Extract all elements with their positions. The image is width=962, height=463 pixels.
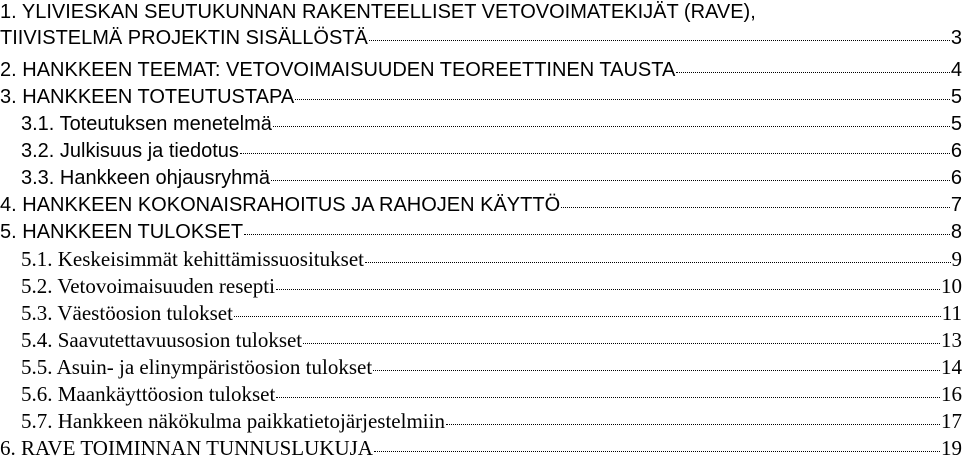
toc-entry-3-3[interactable] <box>21 165 962 191</box>
toc-entry-5-7[interactable] <box>21 408 962 434</box>
toc-entry-number: 5.5. <box>21 355 53 379</box>
toc-entry-title: HANKKEEN TOTEUTUSTAPA <box>22 86 295 108</box>
toc-entry-number: 5.4. <box>21 328 53 352</box>
dot-leader <box>374 451 940 452</box>
dot-leader <box>234 316 941 317</box>
toc-page-number: 7 <box>950 194 962 216</box>
toc-entry-title: Julkisuus ja tiedotus <box>59 140 239 162</box>
toc-page-number: 13 <box>941 328 962 352</box>
toc-entry-5-1[interactable] <box>21 246 962 272</box>
toc-entry-title: Asuin- ja elinympäristöosion tulokset <box>56 355 373 379</box>
toc-entry-5-6[interactable] <box>21 381 962 407</box>
dot-leader <box>244 234 950 235</box>
dot-leader <box>303 343 940 344</box>
toc-entry-2[interactable] <box>0 57 962 83</box>
dot-leader <box>561 207 950 208</box>
dot-leader <box>240 153 950 154</box>
toc-entry-title: Toteutuksen menetelmä <box>59 113 272 135</box>
toc-entry-title-continued: TIIVISTELMÄ PROJEKTIN SISÄLLÖSTÄ <box>0 27 368 49</box>
dot-leader <box>276 289 940 290</box>
toc-entry-title: Saavutettavuusosion tulokset <box>57 328 303 352</box>
toc-entry-4[interactable] <box>0 192 962 218</box>
toc-page-number: 5 <box>950 86 962 108</box>
dot-leader <box>276 397 940 398</box>
toc-page-number: 16 <box>941 382 962 406</box>
dot-leader <box>295 99 950 100</box>
toc-entry-5-4[interactable] <box>21 327 962 353</box>
toc-page-number: 8 <box>950 221 962 243</box>
toc-entry-title: HANKKEEN TULOKSET <box>22 221 244 243</box>
toc-page-number: 6 <box>950 167 962 189</box>
toc-page-number: 19 <box>941 436 962 460</box>
toc-entry-5-5[interactable] <box>21 354 962 380</box>
toc-page-number: 6 <box>950 140 962 162</box>
toc-entry-5-2[interactable] <box>21 273 962 299</box>
toc-page-number: 14 <box>941 355 962 379</box>
toc-entry-number: 3.3. <box>21 167 55 189</box>
dot-leader <box>446 424 940 425</box>
toc-page-number: 9 <box>951 247 962 271</box>
toc-entry-5-3[interactable] <box>21 300 962 326</box>
toc-entry-title: Maankäyttöosion tulokset <box>57 382 276 406</box>
toc-entry-number: 5.6. <box>21 382 53 406</box>
toc-entry-title: RAVE TOIMINNAN TUNNUSLUKUJA <box>21 436 373 460</box>
toc-entry-title: HANKKEEN KOKONAISRAHOITUS JA RAHOJEN KÄYTTÖ <box>22 194 561 216</box>
toc-page-number: 5 <box>950 113 962 135</box>
toc-entry-title: Vetovoimaisuuden resepti <box>57 274 275 298</box>
toc-entry-number: 3. <box>0 86 17 108</box>
toc-entry-title: HANKKEEN TEEMAT: VETOVOIMAISUUDEN TEOREETTINEN TAUSTA <box>22 59 676 81</box>
toc-page-number: 10 <box>941 274 962 298</box>
toc-page-number: 4 <box>950 59 962 81</box>
toc-entry-title: Hankkeen ohjausryhmä <box>59 167 271 189</box>
dot-leader <box>676 72 950 73</box>
toc-entry-number: 4. <box>0 194 17 216</box>
toc-entry-title: Keskeisimmät kehittämissuositukset <box>57 247 364 271</box>
toc-entry-6[interactable] <box>0 435 962 461</box>
toc-entry-number: 1. <box>0 1 17 23</box>
toc-entry-number: 3.2. <box>21 140 55 162</box>
toc-entry-3-1[interactable] <box>21 111 962 137</box>
toc-entry-number: 5.3. <box>21 301 53 325</box>
dot-leader <box>369 40 950 41</box>
toc-entry-number: 5.1. <box>21 247 53 271</box>
toc-entry-number: 5. <box>0 221 17 243</box>
toc-page-number: 17 <box>941 409 962 433</box>
toc-entry-number: 6. <box>0 436 16 460</box>
toc-page-number: 11 <box>941 301 962 325</box>
toc-entry-title: Hankkeen näkökulma paikkatietojärjestelmiin <box>57 409 445 433</box>
toc-entry-3[interactable] <box>0 84 962 110</box>
dot-leader <box>373 370 940 371</box>
dot-leader <box>273 126 950 127</box>
toc-entry-title: YLIVIESKAN SEUTUKUNNAN RAKENTEELLISET VETOVOIMATEKIJÄT (RAVE), <box>21 1 756 23</box>
toc-entry-number: 3.1. <box>21 113 55 135</box>
toc-page-number: 3 <box>950 27 962 49</box>
dot-leader <box>271 180 950 181</box>
toc-entry-title: Väestöosion tulokset <box>57 301 233 325</box>
toc-entry-1[interactable] <box>0 0 962 51</box>
toc-entry-number: 5.7. <box>21 409 53 433</box>
toc-entry-5[interactable] <box>0 219 962 245</box>
toc-entry-3-2[interactable] <box>21 138 962 164</box>
toc-entry-number: 2. <box>0 59 17 81</box>
toc-entry-number: 5.2. <box>21 274 53 298</box>
dot-leader <box>365 262 951 263</box>
